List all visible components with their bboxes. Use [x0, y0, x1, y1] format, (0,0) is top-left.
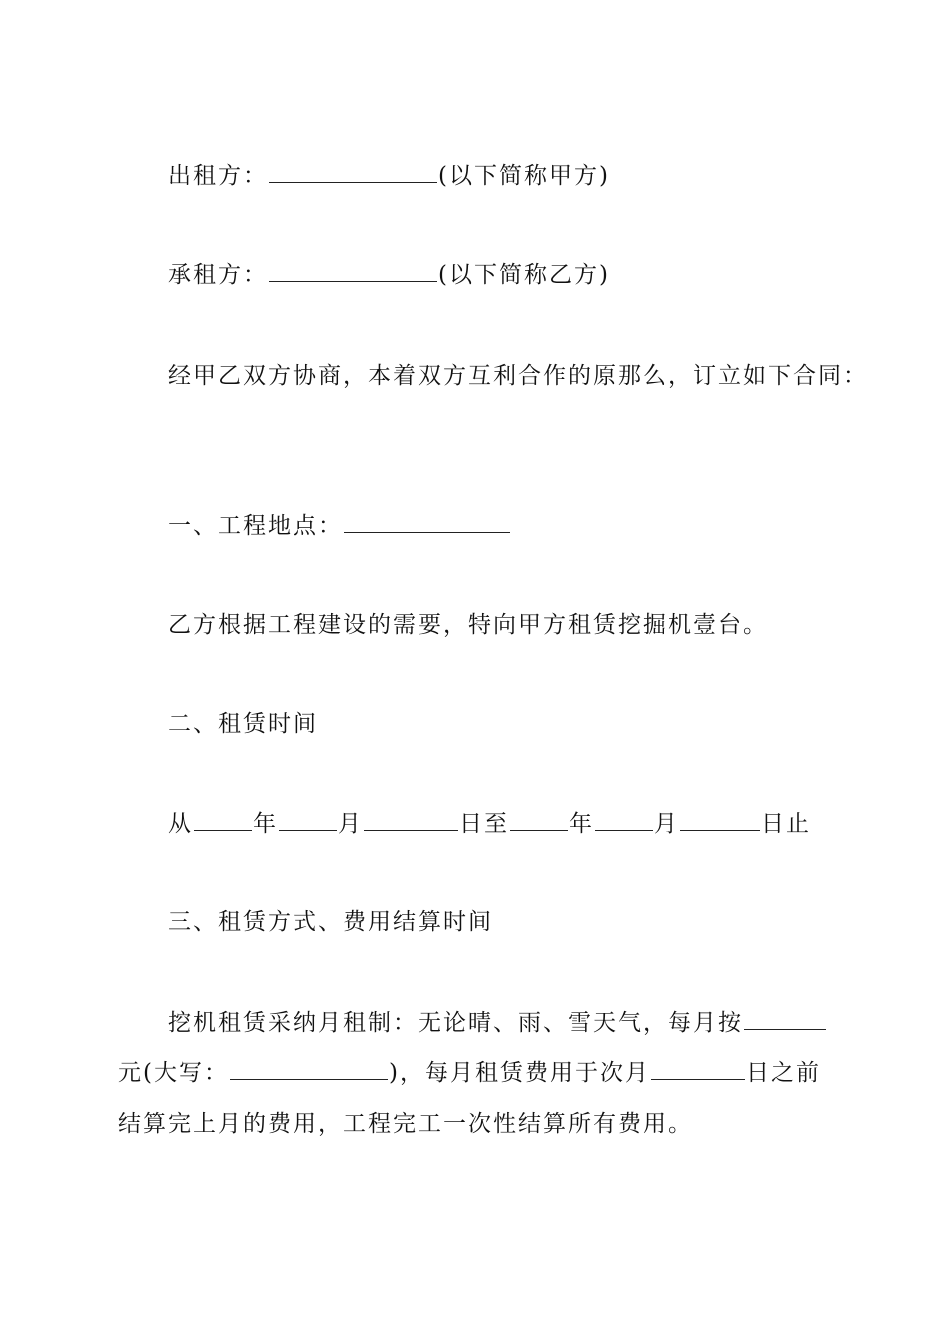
section-1-line [168, 510, 511, 542]
start-month-blank[interactable] [279, 810, 337, 831]
section-3-text-2c: 日之前 [745, 1060, 821, 1086]
amount-in-words-blank[interactable] [230, 1059, 388, 1080]
lessee-line [168, 259, 610, 291]
start-year-blank[interactable] [194, 810, 252, 831]
month-text: 月 [338, 811, 363, 837]
monthly-amount-blank[interactable] [744, 1009, 826, 1030]
section-1-title: 一、工程地点： [168, 513, 343, 539]
section-3-text-1: 挖机租赁采纳月租制：无论晴、雨、雪天气，每月按 [168, 1010, 743, 1036]
start-day-blank[interactable] [364, 810, 458, 831]
end-day-blank[interactable] [680, 810, 760, 831]
site-blank[interactable] [344, 512, 510, 533]
year2-text: 年 [569, 811, 594, 837]
lessee-blank[interactable] [269, 261, 437, 282]
end-text: 日止 [761, 811, 811, 837]
lessor-blank[interactable] [269, 162, 437, 183]
section-1-body: 乙方根据工程建设的需要，特向甲方租赁挖掘机壹台。 [168, 612, 768, 638]
intro-paragraph: 经甲乙双方协商，本着双方互利合作的原那么，订立如下合同： [168, 363, 868, 389]
rental-period-line [168, 808, 811, 840]
year-text: 年 [253, 811, 278, 837]
lessee-label: 承租方： [168, 262, 268, 288]
settlement-day-blank[interactable] [651, 1059, 745, 1080]
section-3-text-2b: )，每月租赁费用于次月 [388, 1060, 650, 1086]
section-3-title: 三、租赁方式、费用结算时间 [168, 909, 493, 935]
lessor-line [168, 160, 610, 192]
lessor-label: 出租方： [168, 163, 268, 189]
section-2-title: 二、租赁时间 [168, 711, 318, 737]
month2-text: 月 [654, 811, 679, 837]
lessee-suffix: (以下简称乙方) [438, 262, 610, 288]
lessor-suffix: (以下简称甲方) [438, 163, 610, 189]
section-3-text-2a: 元(大写： [118, 1060, 229, 1086]
end-year-blank[interactable] [510, 810, 568, 831]
day-to-text: 日至 [459, 811, 509, 837]
end-month-blank[interactable] [595, 810, 653, 831]
from-text: 从 [168, 811, 193, 837]
section-3-para-line-1 [168, 1007, 827, 1039]
section-3-para-line-3: 结算完上月的费用，工程完工一次性结算所有费用。 [118, 1111, 693, 1137]
section-3-para-line-2 [118, 1057, 821, 1089]
